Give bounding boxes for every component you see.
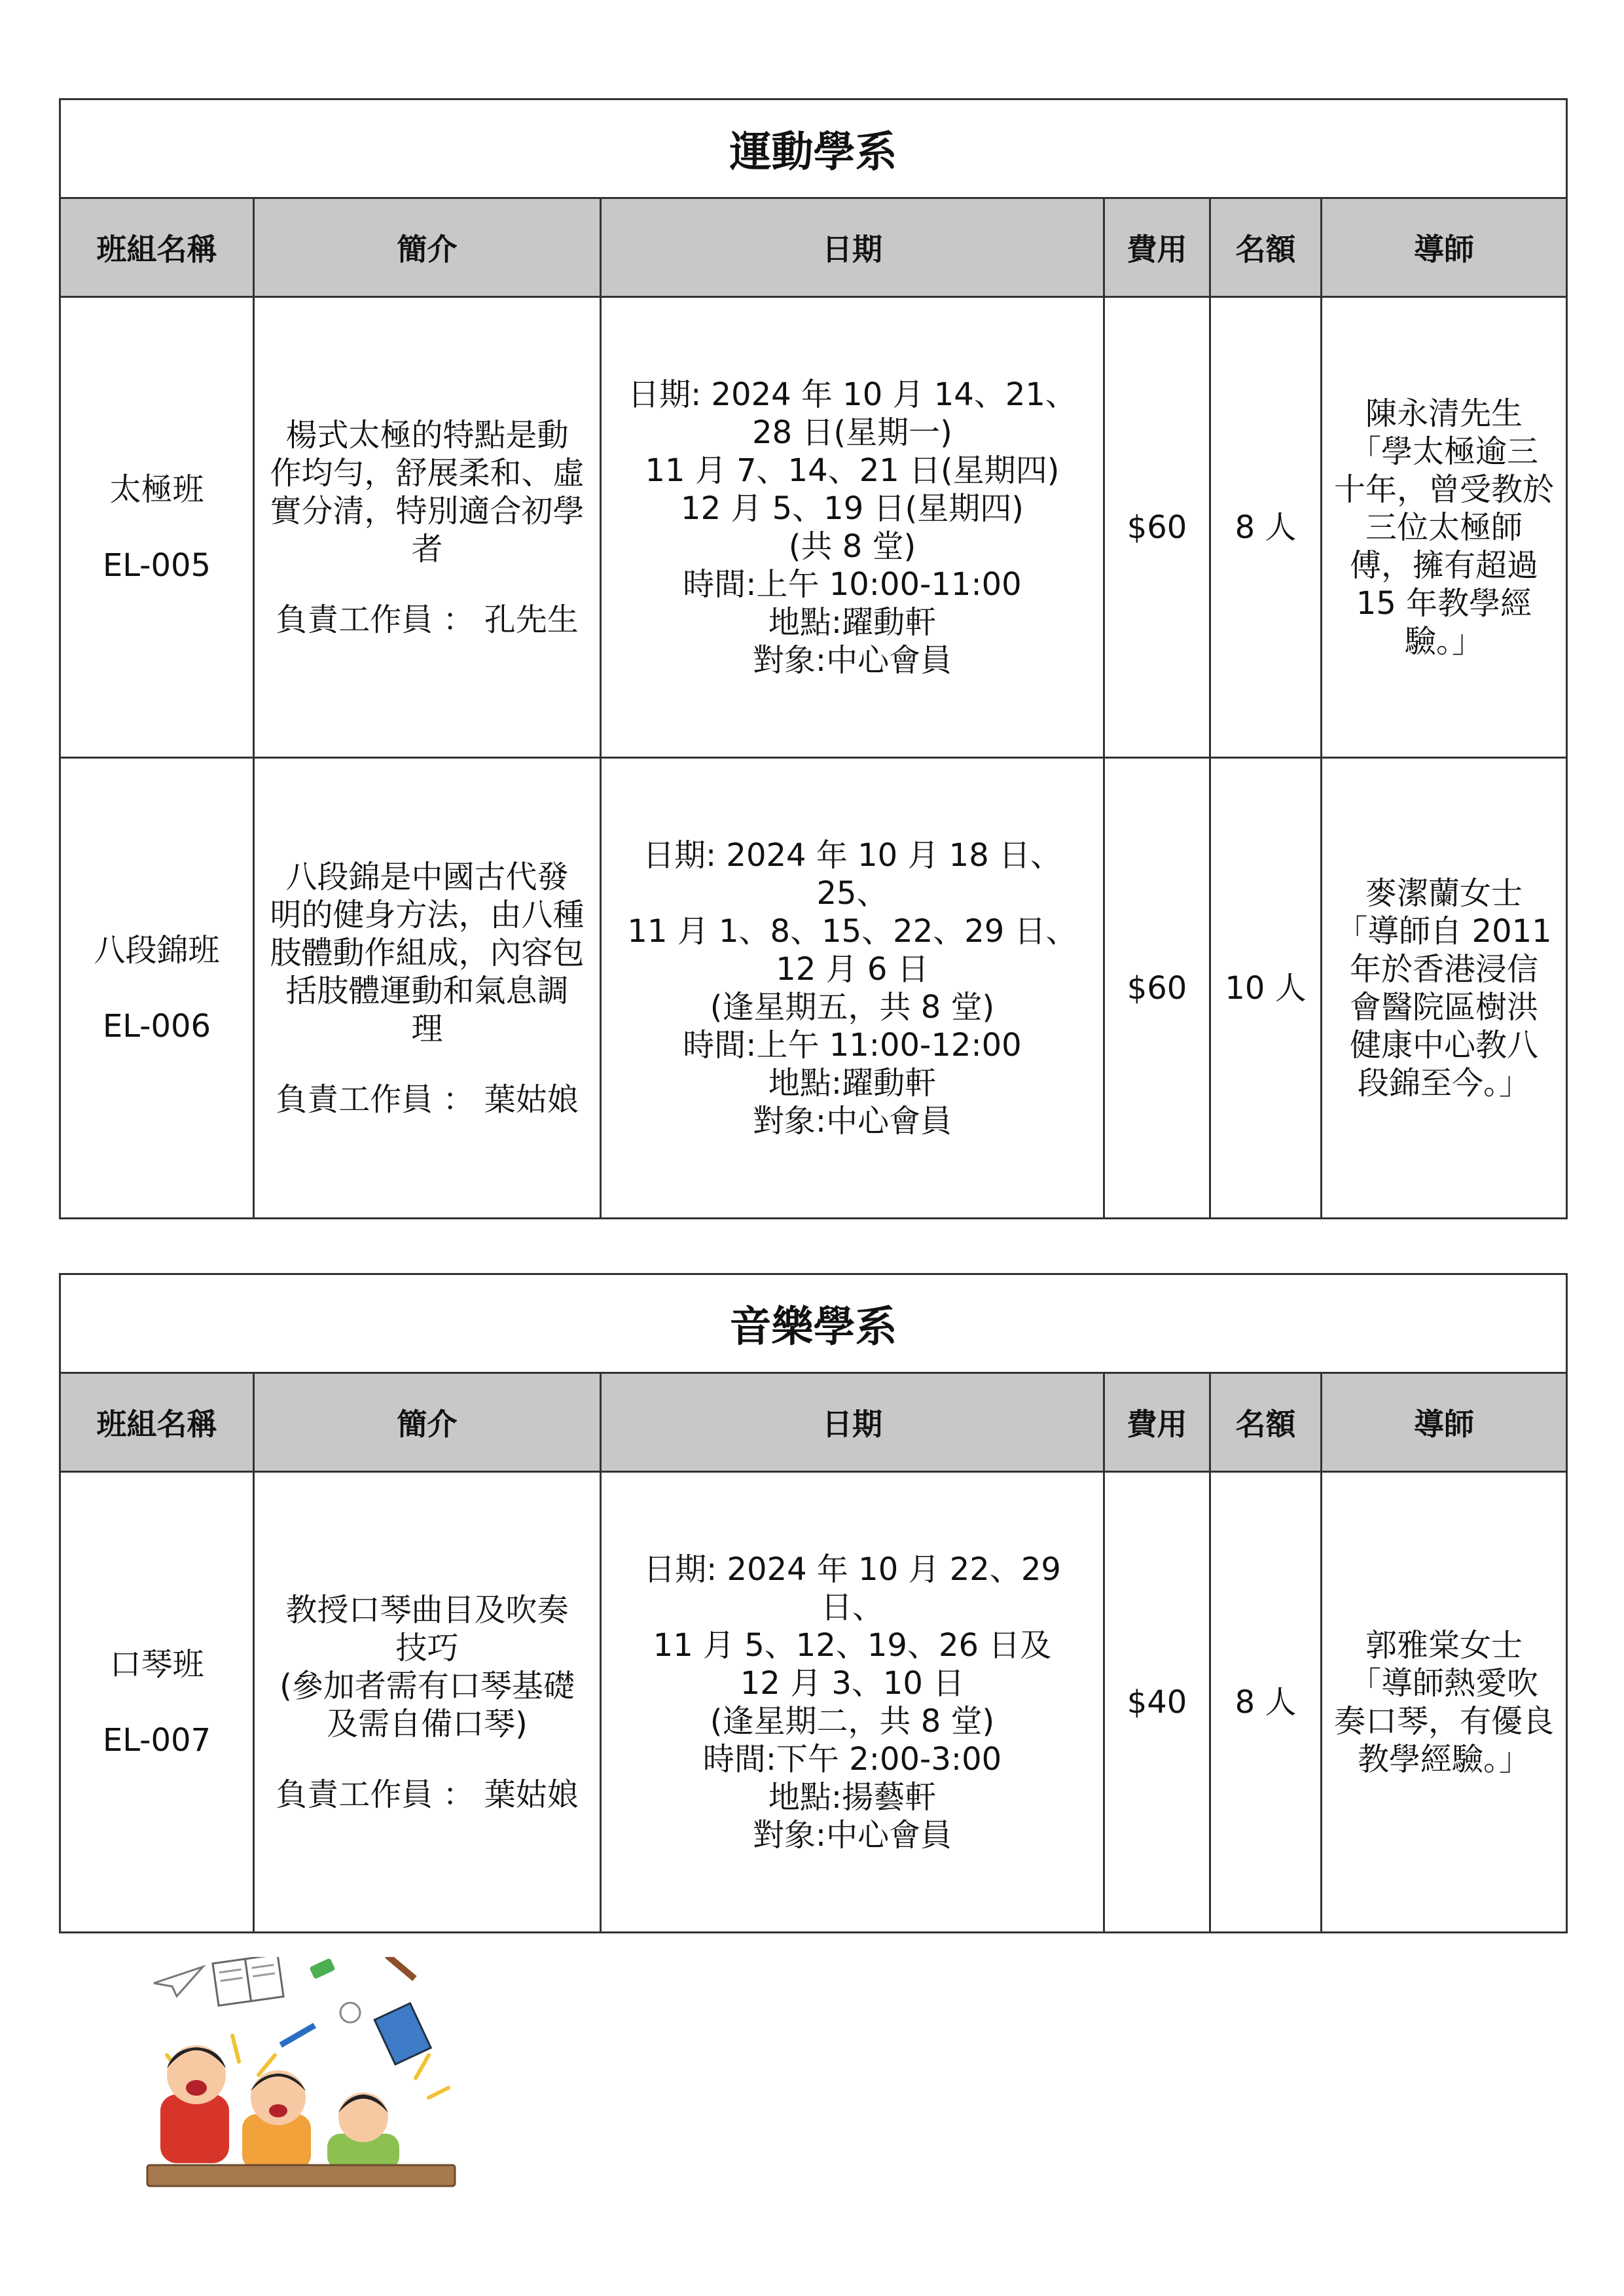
col-date-header: 日期 <box>601 1373 1104 1472</box>
col-intro-header: 簡介 <box>254 1373 601 1472</box>
paper-plane-icon <box>154 1967 203 1996</box>
col-quota-header: 名額 <box>1210 198 1322 297</box>
col-quota-header: 名額 <box>1210 1373 1322 1472</box>
course-fee: $40 <box>1104 1472 1210 1933</box>
course-staff: 負責工作員 ： 葉姑娘 <box>276 1776 579 1813</box>
section-title: 音樂學系 <box>60 1274 1567 1373</box>
column-header-row <box>60 198 1567 297</box>
col-tutor-header: 導師 <box>1322 1373 1567 1472</box>
course-intro-cell <box>254 758 601 1219</box>
col-name-header: 班組名稱 <box>60 198 254 297</box>
column-header-row <box>60 1373 1567 1472</box>
table-row <box>60 758 1567 1219</box>
course-quota: 10 人 <box>1210 758 1322 1219</box>
course-quota: 8 人 <box>1210 1472 1322 1933</box>
course-name: 八段錦班 <box>94 931 220 969</box>
course-intro: 楊式太極的特點是動 作均勻，舒展柔和、虛 實分清，特別適合初學 者 <box>270 416 585 567</box>
eraser-icon <box>309 1958 335 1979</box>
table-row <box>60 1472 1567 1933</box>
course-date: 日期: 2024 年 10 月 22、29 日、 11 月 5、12、19、26 日及 12 月 3、10 日 (逢星期二，共 8 堂) 時間:下午 2:00-3:00 地點:揚藝軒 對象:中心會員 <box>601 1472 1104 1933</box>
col-tutor-header: 導師 <box>1322 198 1567 297</box>
pencil-icon <box>385 1957 417 1981</box>
course-name: 口琴班 <box>109 1645 204 1683</box>
course-fee: $60 <box>1104 297 1210 758</box>
course-name-cell <box>60 297 254 758</box>
course-staff: 負責工作員 ： 葉姑娘 <box>276 1081 579 1118</box>
course-code: EL-005 <box>102 547 211 584</box>
course-tutor: 麥潔蘭女士 「導師自 2011 年於香港浸信 會醫院區樹洪 健康中心教八 段錦至今。」 <box>1322 758 1567 1219</box>
course-intro-cell <box>254 297 601 758</box>
girl-character <box>242 2070 311 2170</box>
section-title: 運動學系 <box>60 99 1567 198</box>
col-name-header: 班組名稱 <box>60 1373 254 1472</box>
course-code: EL-006 <box>102 1007 211 1045</box>
sleeping-boy-character <box>327 2092 399 2170</box>
col-date-header: 日期 <box>601 198 1104 297</box>
course-staff: 負責工作員 ： 孔先生 <box>276 601 579 638</box>
boy-character <box>160 2045 229 2163</box>
course-intro: 教授口琴曲目及吹奏 技巧 (參加者需有口琴基礎 及需自備口琴) <box>280 1591 575 1742</box>
students-studying-illustration <box>141 1957 481 2193</box>
course-name-cell <box>60 1472 254 1933</box>
col-fee-header: 費用 <box>1104 1373 1210 1472</box>
table-row <box>60 297 1567 758</box>
course-date: 日期: 2024 年 10 月 14、21、 28 日(星期一) 11 月 7、14、21 日(星期四) 12 月 5、19 日(星期四) (共 8 堂) 時間:上午 10:00-11:00 地點:躍動軒 對象:中心會員 <box>601 297 1104 758</box>
open-book-icon <box>213 1957 283 2005</box>
course-intro: 八段錦是中國古代發 明的健身方法，由八種 肢體動作組成，內容包 括肢體運動和氣息調 理 <box>270 858 585 1047</box>
course-table-music <box>59 1273 1568 1933</box>
col-intro-header: 簡介 <box>254 198 601 297</box>
col-fee-header: 費用 <box>1104 198 1210 297</box>
course-name: 太極班 <box>109 471 204 508</box>
course-tutor: 郭雅棠女士 「導師熱愛吹 奏口琴，有優良 教學經驗。」 <box>1322 1472 1567 1933</box>
course-intro-cell <box>254 1472 601 1933</box>
course-date: 日期: 2024 年 10 月 18 日、25、 11 月 1、8、15、22、29 日、 12 月 6 日 (逢星期五，共 8 堂) 時間:上午 11:00-12:00 地點:躍動軒 對象:中心會員 <box>601 758 1104 1219</box>
course-name-cell <box>60 758 254 1219</box>
paper-ball-icon <box>340 2003 360 2022</box>
pen-icon <box>280 2023 316 2048</box>
course-quota: 8 人 <box>1210 297 1322 758</box>
course-fee: $60 <box>1104 758 1210 1219</box>
course-tutor: 陳永清先生 「學太極逾三 十年，曾受教於 三位太極師 傅，擁有超過 15 年教學經 驗。」 <box>1322 297 1567 758</box>
blue-book-icon <box>374 2003 431 2064</box>
course-code: EL-007 <box>102 1721 211 1759</box>
desk <box>147 2165 455 2186</box>
course-table-sports <box>59 98 1568 1219</box>
